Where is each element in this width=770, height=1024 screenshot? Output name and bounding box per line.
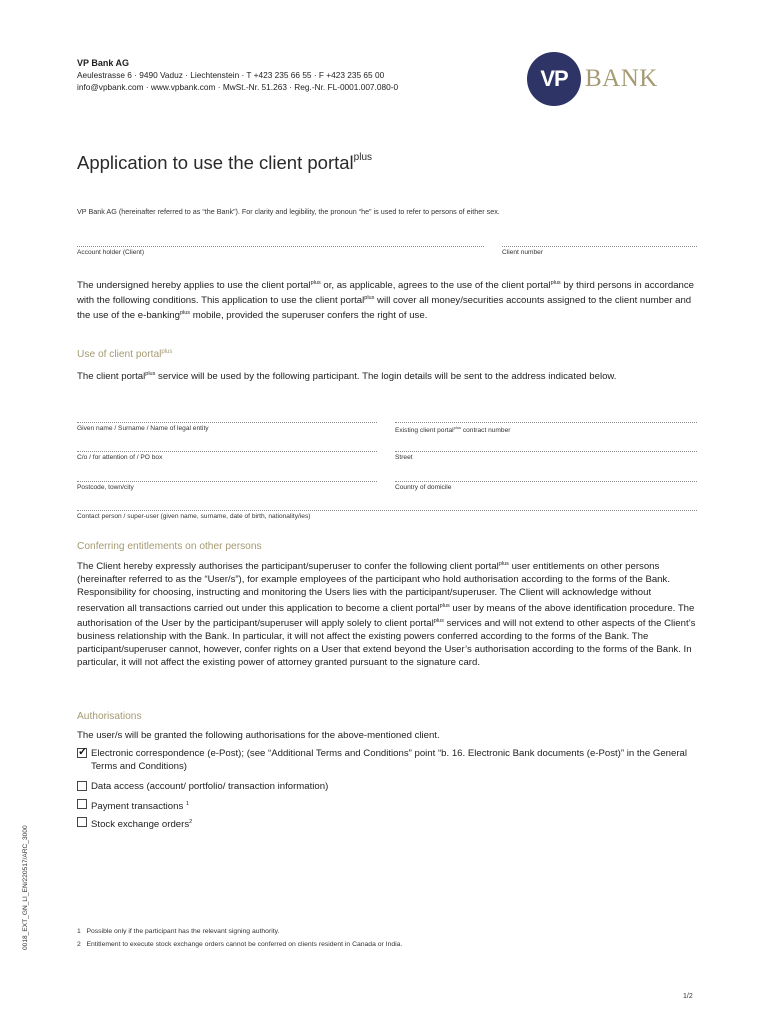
- company-contact: info@vpbank.com · www.vpbank.com · MwSt.-Nr. 51.263 · Reg.-Nr. FL-0001.007.080-0: [77, 82, 399, 92]
- intro-note: VP Bank AG (hereinafter referred to as “the Bank”). For clarity and legibility, the pronoun “he” is used to refer to persons of either sex.: [77, 207, 500, 216]
- checkbox-stock-exchange[interactable]: [77, 817, 87, 827]
- heading-conferring-entitlements: Conferring entitlements on other persons: [77, 541, 262, 552]
- footnote-2: 2 Entitlement to execute stock exchange orders cannot be conferred on clients resident in Canada or India.: [77, 941, 403, 948]
- authorisation-stock-exchange[interactable]: Stock exchange orders$^2$: [77, 816, 697, 831]
- client-number-field[interactable]: Client number: [502, 246, 697, 256]
- checkbox-data-access[interactable]: [77, 781, 87, 791]
- authorisation-data-access[interactable]: Data access (account/ portfolio/ transaction information): [77, 780, 697, 793]
- heading-use-of-portal: Use of client portal$^{plus}$: [77, 349, 173, 360]
- company-address: Aeulestrasse 6 · 9490 Vaduz · Liechtenstein · T +423 235 66 55 · F +423 235 65 00: [77, 70, 385, 80]
- authorisations-lead: The user/s will be granted the following authorisations for the above-mentioned client.: [77, 730, 440, 741]
- company-name: VP Bank AG: [77, 58, 130, 68]
- logo-word: BANK: [585, 65, 658, 92]
- country-field[interactable]: Country of domicile: [395, 481, 697, 491]
- care-of-field[interactable]: C/o / for attention of / PO box: [77, 451, 377, 461]
- authorisation-e-post[interactable]: ✓ Electronic correspondence (e-Post); (see “Additional Terms and Conditions” point “b. 16. Electronic Bank documents (e-Post)” in the General Terms and Conditions): [77, 747, 697, 773]
- letterhead: [77, 57, 477, 93]
- heading-authorisations: Authorisations: [77, 711, 142, 722]
- application-paragraph: The undersigned hereby applies to use the client portal$^{plus}$ or, as applicable, agrees to the use of the client portal$^{plus}$ by third persons in accordance with the following conditions. This application to use the client portal$^{plus}$ will cover all money/securities accounts assigned to the client number and the use of the e-banking$^{plus}$ mobile, provided the superuser confers the right of use.: [77, 280, 694, 322]
- logo-mark: VP: [540, 66, 568, 91]
- street-field[interactable]: Street: [395, 451, 697, 461]
- conferring-paragraph: The Client hereby expressly authorises the participant/superuser to confer the following client portal$^{plus}$ user entitlements on other persons (hereinafter referred to as the “User/s”), for example employees of the participant who hold authorisation according to the forms of the Bank. Responsibility for choosing, instructing and monitoring the Users lies with the participant/superuser. The Client will acknowledge without reservation all transactions carried out under this application to become a client portal$^{plus}$ user by means of the above identification procedure. The authorisation of the User by the participant/superuser will apply solely to client portal$^{plus}$ services and will not extend to other aspects of the Client’s business relationship with the Bank. In particular, it will not affect the existing powers conferred according to the forms of the Bank. The participant/superuser cannot, however, confer rights on a User that extend beyond the User’s authorisation according to the forms of the Bank. In particular, it will not affect the existing power of attorney granted pursuant to the signature card.: [77, 561, 696, 669]
- vp-bank-logo: [527, 52, 699, 106]
- postcode-field[interactable]: Postcode, town/city: [77, 481, 377, 491]
- use-paragraph: The client portal$^{plus}$ service will be used by the following participant. The login details will be sent to the address indicated below.: [77, 371, 617, 382]
- existing-contract-field[interactable]: Existing client portal$^{plus}$ contract number: [395, 422, 697, 434]
- page-title: Application to use the client portal$^{plus}$: [77, 152, 373, 173]
- page-number: 1/2: [683, 993, 693, 1000]
- account-holder-field[interactable]: Account holder (Client): [77, 246, 484, 256]
- footnote-1: 1 Possible only if the participant has the relevant signing authority.: [77, 928, 280, 935]
- given-name-field[interactable]: Given name / Surname / Name of legal entity: [77, 422, 377, 432]
- checkbox-payment-transactions[interactable]: [77, 799, 87, 809]
- form-code: 0018_EXT_GN_LI_EN/220517/ARC_3000: [22, 825, 29, 950]
- checkbox-e-post[interactable]: [77, 748, 87, 758]
- contact-person-field[interactable]: Contact person / super-user (given name, surname, date of birth, nationality/ies): [77, 510, 697, 520]
- authorisation-payment-transactions[interactable]: Payment transactions $^1$: [77, 798, 697, 813]
